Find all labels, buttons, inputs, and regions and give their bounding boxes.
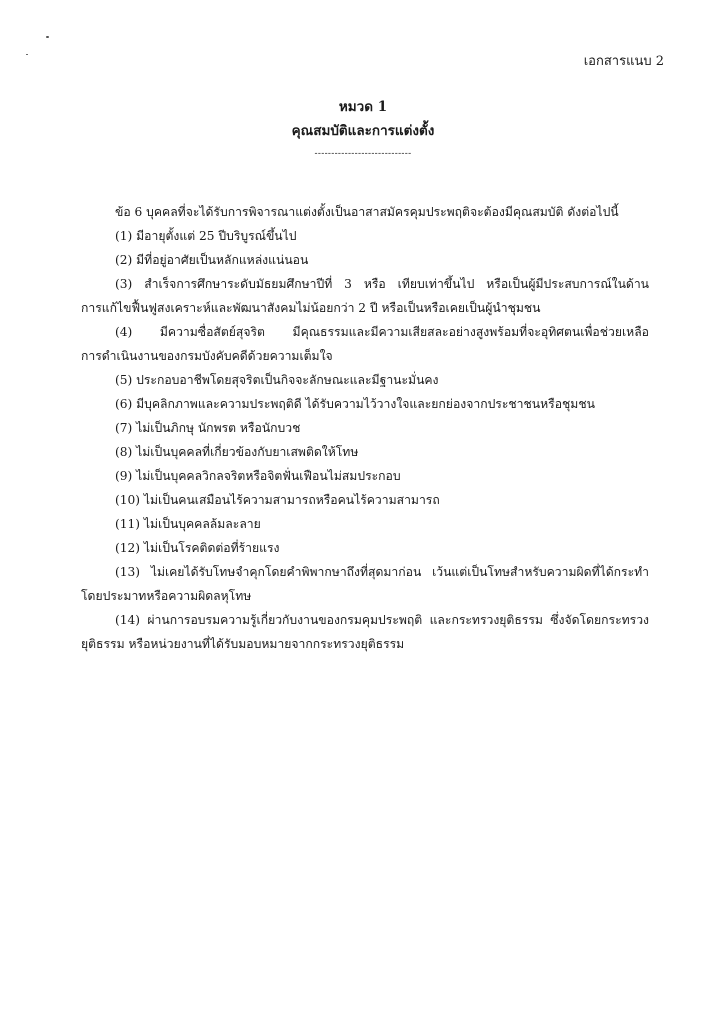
qualification-item-11: (11) ไม่เป็นบุคคลล้มละลาย <box>115 517 261 531</box>
item-line-continued: การดำเนินงานของกรมบังคับคดีด้วยความเต็มใจ <box>81 349 333 363</box>
item-line: (13) ไม่เคยได้รับโทษจำคุกโดยคำพิพากษาถึงที่สุดมาก่อน เว้นแต่เป็นโทษสำหรับความผิดที่ได้กระทำ <box>115 565 649 579</box>
qualification-item-5: (5) ประกอบอาชีพโดยสุจริตเป็นกิจจะลักษณะและมีฐานะมั่นคง <box>115 373 439 387</box>
qualification-item-1: (1) มีอายุตั้งแต่ 25 ปีบริบูรณ์ขึ้นไป <box>115 229 297 243</box>
qualification-item-2: (2) มีที่อยู่อาศัยเป็นหลักแหล่งแน่นอน <box>115 253 309 267</box>
qualification-item-8: (8) ไม่เป็นบุคคลที่เกี่ยวข้องกับยาเสพติดให้โทษ <box>115 445 359 459</box>
scan-speck <box>46 36 49 38</box>
qualification-item-6: (6) มีบุคลิกภาพและความประพฤติดี ได้รับความไว้วางใจและยกย่องจากประชาชนหรือชุมชน <box>115 397 595 411</box>
item-line: (14) ผ่านการอบรมความรู้เกี่ยวกับงานของกรมคุมประพฤติ และกระทรวงยุติธรรม ซึ่งจัดโดยกระทรวง <box>115 613 649 627</box>
document-body <box>81 200 649 656</box>
qualification-item-7: (7) ไม่เป็นภิกษุ นักพรต หรือนักบวช <box>115 421 301 435</box>
section-title: คุณสมบัติและการแต่งตั้ง <box>291 123 435 139</box>
attachment-label: เอกสารแนบ 2 <box>583 54 664 69</box>
qualification-item-9: (9) ไม่เป็นบุคคลวิกลจริตหรือจิตฟั่นเฟือนไม่สมประกอบ <box>115 469 401 483</box>
item-line-continued: โดยประมาทหรือความผิดลหุโทษ <box>81 589 252 603</box>
title-separator: ----------------------------- <box>314 149 412 159</box>
qualification-item-14 <box>81 608 649 656</box>
item-line: (4) มีความซื่อสัตย์สุจริต มีคุณธรรมและมีความเสียสละอย่างสูงพร้อมที่จะอุทิศตนเพื่อช่วยเหลือ <box>115 325 649 339</box>
section-number: หมวด 1 <box>338 99 388 115</box>
qualification-item-3 <box>81 272 649 320</box>
scan-speck <box>26 54 28 55</box>
qualification-item-10: (10) ไม่เป็นคนเสมือนไร้ความสามารถหรือคนไร้ความสามารถ <box>115 493 440 507</box>
item-line-continued: การแก้ไขฟื้นฟูสงเคราะห์และพัฒนาสังคมไม่น้อยกว่า 2 ปี หรือเป็นหรือเคยเป็นผู้นำชุมชน <box>81 301 541 315</box>
qualification-item-12: (12) ไม่เป็นโรคติดต่อที่ร้ายแรง <box>115 541 280 555</box>
item-line-continued: ยุติธรรม หรือหน่วยงานที่ได้รับมอบหมายจากกระทรวงยุติธรรม <box>81 637 405 651</box>
intro-paragraph: ข้อ 6 บุคคลที่จะได้รับการพิจารณาแต่งตั้งเป็นอาสาสมัครคุมประพฤติจะต้องมีคุณสมบัติ ดังต่อไปนี้ <box>115 205 619 219</box>
qualification-item-13 <box>81 560 649 608</box>
qualification-item-4 <box>81 320 649 368</box>
item-line: (3) สำเร็จการศึกษาระดับมัธยมศึกษาปีที่ 3 หรือ เทียบเท่าขึ้นไป หรือเป็นผู้มีประสบการณ์ในด้าน <box>115 277 649 291</box>
